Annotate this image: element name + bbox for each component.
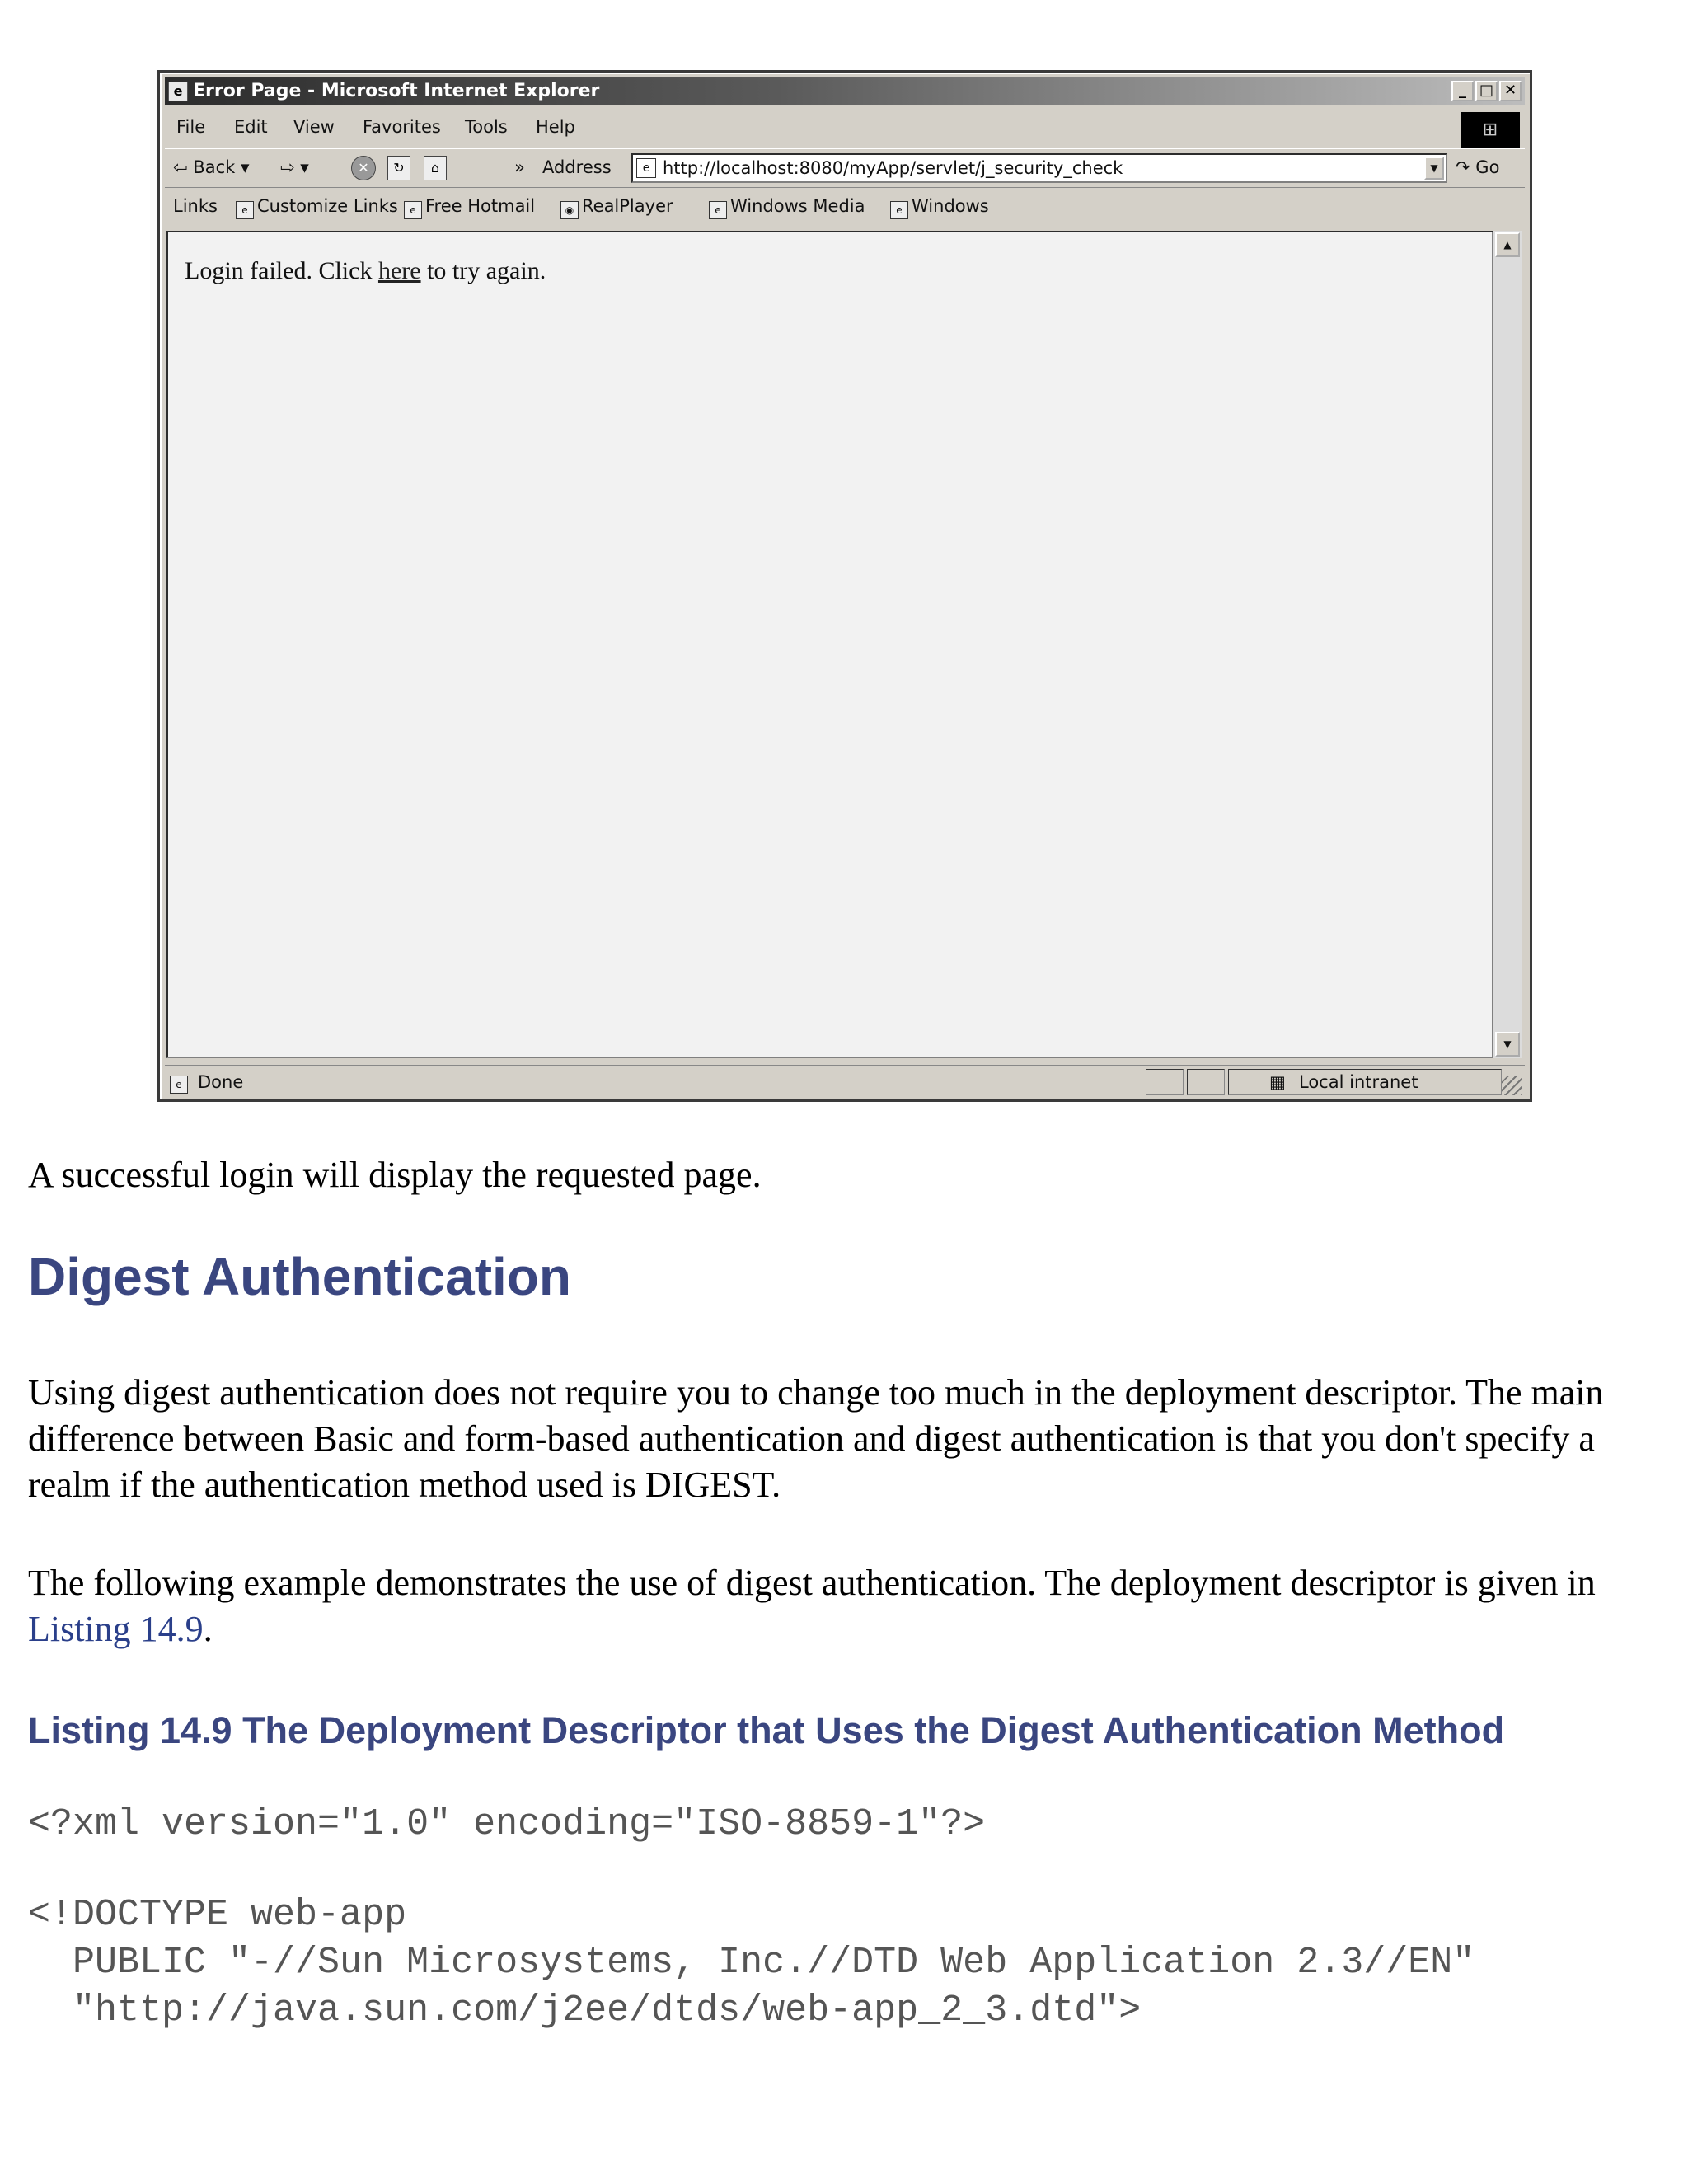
forward-dropdown-icon[interactable]: ▾ — [300, 157, 309, 177]
forward-arrow-icon: ⇨ — [280, 157, 295, 177]
menu-favorites[interactable]: Favorites — [363, 117, 441, 137]
maximize-button[interactable]: □ — [1475, 81, 1498, 101]
listing-caption: Listing 14.9 The Deployment Descriptor that Uses the Digest Authentication Method — [28, 1709, 1505, 1751]
browser-window — [157, 70, 1532, 1102]
title-bar — [165, 77, 1525, 105]
back-label: Back — [193, 157, 236, 177]
paragraph-text: . — [203, 1609, 213, 1649]
status-text: Done — [198, 1072, 244, 1092]
retry-link[interactable]: here — [377, 257, 421, 284]
paragraph-digest-intro: Using digest authentication does not require you to change too much in the deployment descriptor. The main difference between Basic and form-based authentication and digest authentication is that you don't specify a realm if the authentication method used is DIGEST. — [28, 1372, 1604, 1505]
go-arrow-icon: ↷ — [1456, 157, 1470, 177]
intranet-icon: ▦ — [1269, 1072, 1286, 1092]
forward-button[interactable] — [280, 157, 309, 177]
minimize-button[interactable]: _ — [1451, 81, 1474, 101]
link-label: Customize Links — [257, 196, 398, 216]
vertical-scrollbar[interactable] — [1493, 231, 1522, 1058]
message-text: Login failed. Click — [185, 257, 378, 284]
paragraph-successful-login: A successful login will display the requested page. — [28, 1155, 762, 1195]
stop-icon[interactable]: ✕ — [351, 156, 376, 180]
paragraph-example — [28, 1560, 1668, 1652]
login-failed-message — [185, 257, 546, 285]
page-icon: e — [236, 201, 254, 219]
toolbar-chevron[interactable]: » — [514, 157, 525, 177]
address-label: Address — [542, 157, 612, 177]
menu-view[interactable]: View — [293, 117, 335, 137]
back-button[interactable] — [173, 157, 250, 177]
home-icon[interactable]: ⌂ — [424, 156, 447, 180]
menu-tools[interactable]: Tools — [465, 117, 508, 137]
menu-file[interactable]: File — [176, 117, 206, 137]
section-heading: Digest Authentication — [28, 1247, 571, 1306]
page-icon: e — [890, 201, 908, 219]
code-line: "http://java.sun.com/j2ee/dtds/web-app_2_3.dtd"> — [28, 1990, 1142, 2032]
address-input[interactable] — [631, 153, 1447, 183]
menu-help[interactable]: Help — [536, 117, 575, 137]
status-page-icon: e — [170, 1072, 193, 1094]
status-pane — [1187, 1069, 1225, 1095]
ie-page-icon: e — [168, 82, 188, 101]
link-customize-links[interactable] — [236, 196, 398, 219]
menu-edit[interactable]: Edit — [234, 117, 268, 137]
close-button[interactable]: ✕ — [1499, 81, 1522, 101]
paragraph-text: The following example demonstrates the use of digest authentication. The deployment descriptor is given in — [28, 1563, 1596, 1603]
windows-logo-icon: ⊞ — [1461, 112, 1520, 148]
security-zone: Local intranet — [1299, 1072, 1418, 1092]
menu-bar — [165, 110, 1525, 143]
go-button[interactable] — [1456, 157, 1499, 177]
page-icon: e — [404, 201, 422, 219]
scroll-down-icon[interactable]: ▼ — [1495, 1032, 1520, 1057]
code-line: PUBLIC "-//Sun Microsystems, Inc.//DTD Web Application 2.3//EN" — [28, 1942, 1475, 1984]
link-windows-media[interactable] — [709, 196, 865, 219]
standard-toolbar — [165, 148, 1525, 188]
resize-grip-icon[interactable] — [1502, 1076, 1522, 1095]
link-label: Windows — [912, 196, 989, 216]
link-label: Windows Media — [730, 196, 865, 216]
listing-link[interactable]: Listing 14.9 — [28, 1609, 204, 1649]
links-label: Links — [173, 196, 218, 216]
scroll-up-icon[interactable]: ▲ — [1495, 232, 1520, 257]
link-free-hotmail[interactable] — [404, 196, 535, 219]
status-bar — [165, 1065, 1525, 1097]
message-text: to try again. — [420, 257, 546, 284]
link-label: RealPlayer — [582, 196, 673, 216]
back-dropdown-icon[interactable]: ▾ — [240, 157, 250, 177]
go-label: Go — [1475, 157, 1500, 177]
link-label: Free Hotmail — [425, 196, 536, 216]
code-line: <?xml version="1.0" encoding="ISO-8859-1"?> — [28, 1803, 986, 1845]
address-url: http://localhost:8080/myApp/servlet/j_security_check — [663, 158, 1123, 178]
address-dropdown-icon[interactable]: ▼ — [1424, 157, 1444, 180]
page-viewport — [166, 231, 1493, 1058]
code-line: <!DOCTYPE web-app — [28, 1894, 407, 1936]
page-icon: e — [709, 201, 727, 219]
page-icon: e — [636, 158, 656, 178]
link-windows[interactable] — [890, 196, 989, 219]
refresh-icon[interactable]: ↻ — [387, 156, 410, 180]
window-title: Error Page - Microsoft Internet Explorer — [193, 81, 600, 101]
back-arrow-icon: ⇦ — [173, 157, 188, 177]
links-bar — [165, 188, 1525, 223]
realplayer-icon: ◉ — [560, 201, 579, 219]
link-realplayer[interactable] — [560, 196, 673, 219]
status-pane — [1146, 1069, 1184, 1095]
